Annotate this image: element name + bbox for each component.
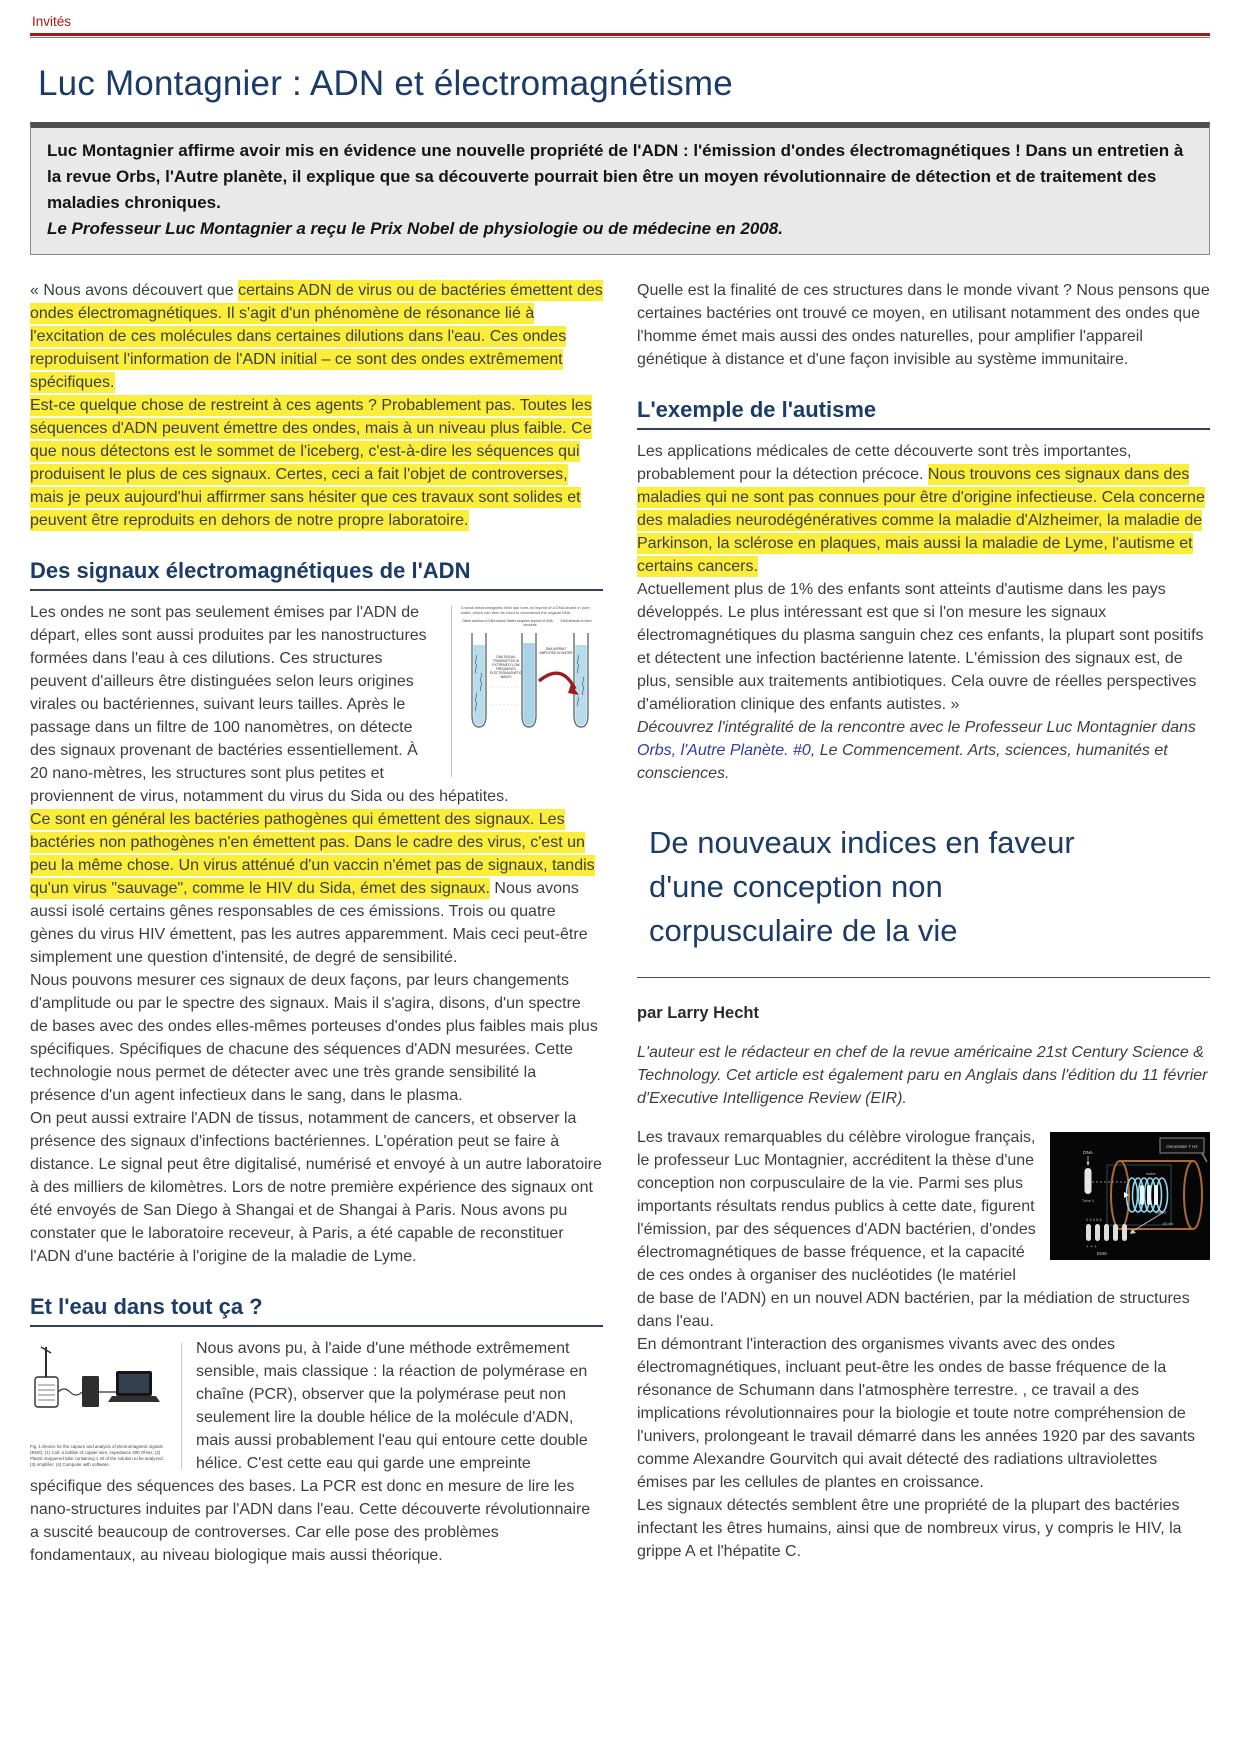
right-column [637,279,1210,1567]
text-segment: Nous trouvons ces signaux dans des maladies qui ne sont pas connues pour être d'origine infectieuse. Cela concerne des maladies neurodégénératives comme la maladie d'Alzheimer, la maladie de Parkinson, la sclérose en plaques, mais aussi la maladie de Lyme, l'autisme et certains cancers. [637,466,1205,575]
figure-label-left: Dilute solution of DNA strand [462,618,506,623]
text-segment: Est-ce quelque chose de restreint à ces agents ? Probablement pas. Toutes les séquences d'ADN peuvent émettre des ondes, mais à un niveau plus faible. Ce que nous détectons est le sommet de l'iceberg, c'est-à-dire les séquences qui produisent le plus de ces signaux. Certes, ceci a fait l'objet de controverses, mais je peux aujourd'hui affirrmer sans hésiter que ces travaux sont solides et peuvent être reproduits en dehors de notre propre laboratoire. [30,397,592,529]
tube-numbers-label: 2 3 4 5 6 [1086,1217,1102,1222]
figure-column-labels [461,619,599,627]
test-tubes-drawing [461,629,599,739]
figure-dna-water-imprint [451,605,603,777]
figure-ems-capture-device [30,1343,182,1469]
generator-label: Generator 7 Hz [1166,1144,1198,1149]
coil-experiment-drawing [1050,1132,1210,1260]
ems-label: EMS [1097,1251,1107,1256]
figure-label-mid: Water acquires imprint of DNA structure [507,618,553,627]
two-column-body [30,279,1210,1567]
inline-link[interactable]: Orbs, l'Autre Planète. #0 [637,742,811,759]
text-segment: Actuellement plus de 1% des enfants sont atteints d'autisme dans les pays développés. Le plus intéressant est que si l'on mesure les signaux électromagnétiques du plasma sanguin chez ces enfants, la plupart sont positifs et détectent une infection bactérienne latente. L'émission des signaux est, de plus, sensible aux traitements antibiotiques. Cela ouvre de réelles perspectives d'amélioration clinique des enfants autistes. » [637,581,1204,713]
plus-marks-label: + + + [1086,1244,1097,1249]
intro-box [30,122,1210,255]
intro-note: Le Professeur Luc Montagnier a reçu le Prix Nobel de physiologie ou de médecine en 2008. [47,219,783,238]
text-segment: Les ondes ne sont pas seulement émises par l'ADN de départ, elles sont aussi produites par les nanostructures formées dans l'eau à ces dilutions. Ces structures peuvent d'ailleurs être distinguées selon leurs origines virales ou bactériennes, suivant leurs tailles. Après le passage dans un filtre de 100 nanomètres, on détecte des signaux provenant de bactéries essentiellement. À 20 nano-mètres, les structures sont plus petites et proviennent de virus, notamment du virus du Sida ou des hépatites. [30,604,509,805]
quote-paragraph [30,279,603,532]
figure-annotation-signal: DNA SIGNAL TRANSMITTED IN EXTREMELY LOW FREQUENCY ELECTROMAGNETIC WAVES [490,654,522,679]
left-column [30,279,603,1567]
author-note [637,1041,1210,1110]
text-segment: Les travaux remarquables du célèbre virologue français, le professeur Luc Montagnier, accréditent la thèse d'une conception non corpusculaire de la vie. Parmi ses plus importants résultats rendus publics à cette date, figurent l'émission, par des séquences d'ADN bactérien, d'ondes électromagnétiques de basse fréquence, et la capacité de ces ondes à organiser des nucléotides (le matériel de base de l'ADN) en un nouvel ADN bactérien, par la médiation de structures dans l'eau. [637,1129,1190,1330]
text-segment: certains ADN de virus ou de bactéries émettent des ondes électromagnétiques. Il s'agit d'un phénomène de résonance lié à l'excitation de ces molécules dans certaines dilutions dans l'eau. Ces ondes reproduisent l'information de l'ADN initial – ce sont des ondes extrêmement spécifiques. [30,282,603,391]
ems-device-drawing [30,1343,168,1435]
water-label: water [1146,1171,1156,1176]
section-kicker: Invités [32,14,72,29]
second-article-body [637,1126,1210,1563]
dna-label: DNA [1083,1150,1093,1155]
header-rule-thick [30,33,1210,36]
text-segment: On peut aussi extraire l'ADN de tissus, notamment de cancers, et observer la présence des signaux d'infections bactériennes. L'opération peut se faire à distance. Le signal peut être digitalisé, numérisé et envoyé à un autre laboratoire à des milliers de kilomètres. Lors de notre première expérience des signaux ont été envoyés de San Diego à Shangai et de Shangai à Paris. Nous avons pu constater que le laboratoire receveur, à Paris, a été capable de reconstituer l'ADN d'une bactérie à l'origine de la maladie de Lyme. [30,1110,602,1265]
text-segment: Les applications médicales de cette découverte sont très importantes, probablement pour la détection précoce. [637,443,1132,483]
text-segment: Ce sont en général les bactéries pathogènes qui émettent des signaux. Les bactéries non pathogènes n'en émettent pas. Dans le cadre des virus, c'est un peu la même chose. Un virus atténué d'un vaccin n'émet pas de signaux, tandis qu'un virus "sauvage", comme le HIV du Sida, émet des signaux. [30,811,595,897]
text-segment: Nous avons pu, à l'aide d'une méthode extrêmement sensible, mais classique : la réaction de polymérase en chaîne (PCR), observer que la polymérase peut non seulement lire la double hélice de la molécule d'ADN, mais aussi probablement l'eau qui entoure cette double hélice. C'est cette eau qui garde une empreinte spécifique des séquences des bases. La PCR est donc en mesure de lire les nano-structures induites par l'ADN dans l'eau. Cette découverte révolutionnaire a suscité beaucoup de controverses. Car elle pose des problèmes fondamentaux, au niveau biologique mais aussi théorique. [30,1340,591,1564]
text-segment: , Le Commencement. Arts, sciences, humanités et consciences. [637,742,1168,782]
autisme-paragraph [637,440,1210,716]
finalite-paragraph [637,279,1210,371]
test-tubes-illustration [461,629,599,739]
text-segment: Quelle est la finalité de ces structures dans le monde vivant ? Nous pensons que certaines bactéries ont trouvé ce moyen, en utilisant notamment des ondes que l'homme émet mais aussi des ondes naturelles, pour amplifier l'appareil génétique à distance et d'une façon invisible au système immunitaire. [637,282,1210,368]
second-article-rule [637,977,1210,978]
figure-label-right: DNA strands re-form [560,618,592,623]
text-segment: Nous pouvons mesurer ces signaux de deux façons, par leurs changements d'amplitude ou par le spectre des signaux. Mais il s'agira, disons, d'un spectre de bases avec des ondes elles-mêmes porteuses d'ondes plus faibles mais plus spécifiques. Spécifiques de chacune des séquences d'ADN mesurées. Cette technologie nous permet de détecter avec une très grande sensibilité la présence d'un agent infectieux dans le sang, dans le plasma. [30,972,598,1104]
text-segment: En démontrant l'interaction des organismes vivants avec des ondes électromagnétiques, incluant peut-être les ondes de basse fréquence de la résonance de Schumann dans l'atmosphère terrestre. , ce travail a des implications révolutionnaires pour la biologie et toute notre compréhension de l'univers, prolongeant le travail démarré dans les années 1920 par des savants comme Alexandre Gourvitch qui avait détecté des radiations ultraviolettes émises par les cellules de plantes en croissance. [637,1336,1196,1491]
figure-caption: Fig. 1 Device for the capture and analysis of electromagnetic signals (EMS): (1) Coil: a bobbin of copper wire, impedance 300 Ohms; (2) Plastic stoppered tube containing 1 ml of the solution to be analyzed; (3) Amplifier; (4) Computer with software. [30,1444,164,1468]
page-title: Luc Montagnier : ADN et électromagnétisme [38,64,733,103]
heading-autisme: L'exemple de l'autisme [637,397,1210,430]
text-segment: L'auteur est le rédacteur en chef de la revue américaine 21st Century Science & Technology. Cet article est également paru en Anglais dans l'édition du 11 février d'Executive Intelligence Review (EIR). [637,1044,1208,1107]
text-segment: Nous avons aussi isolé certains gênes responsables de ces émissions. Trois ou quatre gènes du virus HIV émettent, pas les autres apparemment. Mais ceci peut-être simplement une question d'intensité, de degré de sensibilité. [30,880,588,966]
heading-signaux-adn: Des signaux électromagnétiques de l'ADN [30,558,603,591]
intro-summary: Luc Montagnier affirme avoir mis en évidence une nouvelle propriété de l'ADN : l'émission d'ondes électromagnétiques ! Dans un entretien à la revue Orbs, l'Autre planète, il explique que sa découverte pourrait bien être un moyen révolutionnaire de détection et de traitement des maladies chroniques. [47,141,1184,212]
text-segment: Les signaux détectés semblent être une propriété de la plupart des bactéries infectant les êtres humains, ainsi que de nombreux virus, y compris le HIV, la grippe A et l'hépatite C. [637,1497,1182,1560]
figure-annotation-imprint: DNA IMPRINT AMPLIFIED IN WATER [539,646,573,655]
byline: par Larry Hecht [637,1004,759,1022]
discover-note [637,716,1210,785]
figure-montagnier-coil-experiment [1050,1132,1210,1260]
text-segment: Découvrez l'intégralité de la rencontre avec le Professeur Luc Montagnier dans [637,719,1196,736]
figure-caption: A weak electromagnetic field can form an imprint of a DNA strand in pure water, which can then be used to reconstruct the original DNA [461,605,590,616]
text-segment: « Nous avons découvert que [30,282,239,299]
heading-eau: Et l'eau dans tout ça ? [30,1294,603,1327]
second-article-title: De nouveaux indices en faveur d'une conception non corpusculaire de la vie [649,825,1075,948]
tube1-label: Tube 1 [1081,1198,1095,1203]
header-rule-thin [30,37,1210,38]
tube2-label: Tube 2 [1154,1210,1167,1215]
hours-label: 18 hrs [1162,1221,1174,1226]
